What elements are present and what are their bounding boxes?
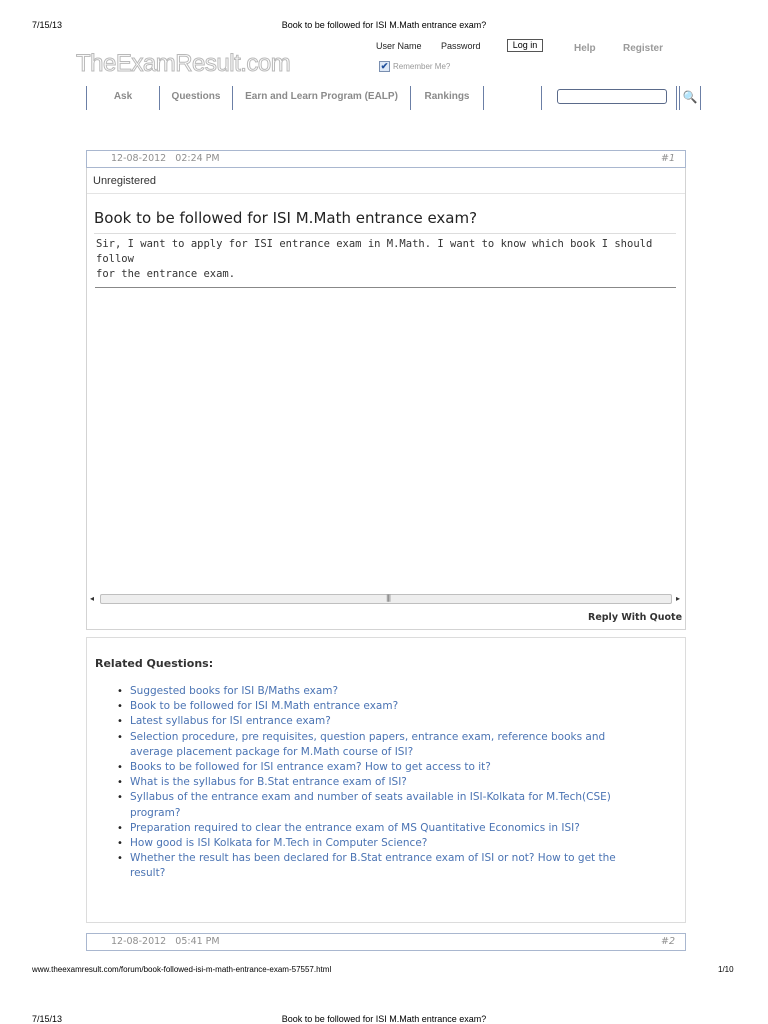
related-question-link[interactable]: • Suggested books for ISI B/Maths exam? (117, 684, 642, 699)
related-question-link[interactable]: • Selection procedure, pre requisites, question papers, entrance exam, reference books and average placement package for M.Math course of ISI? (117, 730, 642, 760)
reply-with-quote-button[interactable]: Reply With Quote (588, 612, 683, 623)
print-footer-url: www.theexamresult.com/forum/book-followed-isi-m-math-entrance-exam-57557.html (32, 965, 332, 974)
post1-header (86, 150, 686, 168)
post1-message-line: for the entrance exam. (96, 268, 236, 280)
remember-me-checkbox[interactable]: ✔ (380, 61, 389, 71)
nav-rankings[interactable]: Rankings (411, 86, 484, 110)
related-question-link[interactable]: • How good is ISI Kolkata for M.Tech in Computer Science? (117, 836, 642, 851)
post1-number[interactable]: #1 (660, 153, 675, 164)
scrollbar-track[interactable] (100, 594, 672, 604)
print-header-title-2: Book to be followed for ISI M.Math entrance exam? (281, 1014, 487, 1024)
post2-number[interactable]: #2 (660, 936, 675, 947)
nav-questions[interactable]: Questions (160, 86, 233, 110)
login-button[interactable]: Log in (507, 39, 543, 52)
password-label: Password (441, 41, 481, 51)
post2-time: 05:41 PM (175, 936, 220, 947)
help-link[interactable]: Help (574, 43, 596, 54)
search-input[interactable] (557, 89, 667, 104)
print-footer-page: 1/10 (718, 965, 734, 974)
post1-time: 02:24 PM (175, 153, 220, 164)
horizontal-scrollbar[interactable] (88, 593, 684, 605)
signature-divider (95, 287, 676, 288)
related-question-link[interactable]: • Syllabus of the entrance exam and number of seats available in ISI-Kolkata for M.Tech(CSE) program? (117, 790, 642, 820)
post1-message-line: Sir, I want to apply for ISI entrance exam in M.Math. I want to know which book I should follow (96, 238, 653, 265)
related-questions-list (117, 684, 642, 882)
nav-ealp[interactable]: Earn and Learn Program (EALP) (233, 86, 411, 110)
register-link[interactable]: Register (623, 43, 664, 54)
post1-date: 12-08-2012 (111, 153, 167, 164)
title-divider (94, 233, 676, 234)
remember-me[interactable] (379, 61, 450, 72)
related-question-link[interactable]: • What is the syllabus for B.Stat entrance exam of ISI? (117, 775, 642, 790)
scrollbar-grip-icon[interactable]: ||| (386, 594, 391, 602)
post2-header (86, 933, 686, 951)
print-header-date: 7/15/13 (32, 20, 63, 30)
post2-date: 12-08-2012 (111, 936, 167, 947)
related-question-link[interactable]: • Book to be followed for ISI M.Math entrance exam? (117, 699, 642, 714)
nav-ask[interactable]: Ask (87, 86, 160, 110)
related-questions-title: Related Questions: (95, 657, 214, 670)
related-question-link[interactable]: • Latest syllabus for ISI entrance exam? (117, 714, 642, 729)
search-icon[interactable]: 🔍 (679, 86, 701, 110)
search-box (541, 86, 677, 110)
remember-me-label: Remember Me? (393, 62, 451, 71)
main-nav (86, 86, 484, 110)
post1-message (96, 237, 676, 282)
scroll-left-icon[interactable]: ◂ (90, 594, 95, 603)
related-question-link[interactable]: • Books to be followed for ISI entrance exam? How to get access to it? (117, 760, 642, 775)
site-logo[interactable]: TheExamResult.com (76, 50, 291, 77)
post1-datetime (111, 151, 220, 167)
print-header-date-2: 7/15/13 (32, 1014, 63, 1024)
print-header-title: Book to be followed for ISI M.Math entrance exam? (281, 20, 487, 30)
related-question-link[interactable]: • Preparation required to clear the entrance exam of MS Quantitative Economics in ISI? (117, 821, 642, 836)
username-label: User Name (376, 41, 422, 51)
author-divider (87, 193, 685, 194)
post2-datetime (111, 934, 220, 950)
post1-author: Unregistered (93, 175, 156, 187)
scroll-right-icon[interactable]: ▸ (676, 594, 681, 603)
related-question-link[interactable]: • Whether the result has been declared for B.Stat entrance exam of ISI or not? How to get the result? (117, 851, 642, 881)
post1-title: Book to be followed for ISI M.Math entrance exam? (94, 209, 478, 227)
